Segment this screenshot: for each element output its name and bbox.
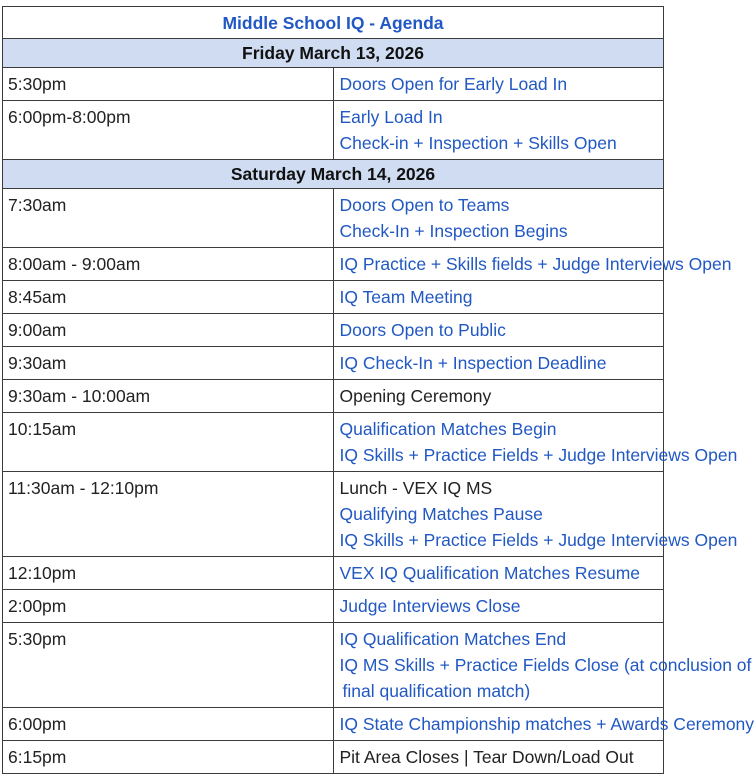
day-heading: Saturday March 14, 2026	[3, 160, 664, 189]
event-cell	[333, 189, 664, 248]
agenda-row	[3, 101, 664, 160]
agenda-row	[3, 557, 664, 590]
agenda-row	[3, 281, 664, 314]
event-line: Check-In + Inspection Begins	[339, 221, 568, 241]
agenda-row	[3, 189, 664, 248]
event-line: Lunch - VEX IQ MS	[339, 478, 493, 498]
time-cell: 5:30pm	[3, 623, 334, 708]
agenda-row	[3, 347, 664, 380]
time-cell: 6:15pm	[3, 741, 334, 774]
time-cell: 10:15am	[3, 413, 334, 472]
event-cell	[333, 248, 732, 281]
time-cell: 6:00pm-8:00pm	[3, 101, 334, 160]
event-cell	[333, 623, 752, 708]
agenda-row	[3, 314, 664, 347]
event-cell	[333, 68, 664, 101]
time-cell: 7:30am	[3, 189, 334, 248]
event-cell	[333, 590, 664, 623]
time-cell: 5:30pm	[3, 68, 334, 101]
event-line: IQ Skills + Practice Fields + Judge Interviews Open	[339, 530, 738, 550]
time-cell: 11:30am - 12:10pm	[3, 472, 334, 557]
event-cell	[333, 314, 664, 347]
event-line: VEX IQ Qualification Matches Resume	[339, 563, 641, 583]
event-line: IQ Practice + Skills fields + Judge Interviews Open	[339, 254, 732, 274]
event-cell	[333, 101, 664, 160]
event-line: IQ Skills + Practice Fields + Judge Interviews Open	[339, 445, 738, 465]
event-line: IQ Check-In + Inspection Deadline	[339, 353, 607, 373]
event-line: Doors Open for Early Load In	[339, 74, 568, 94]
event-line: IQ Qualification Matches End	[339, 629, 567, 649]
event-line: Check-in + Inspection + Skills Open	[339, 133, 617, 153]
event-line: Opening Ceremony	[339, 386, 492, 406]
event-line: IQ State Championship matches + Awards Ceremony	[339, 714, 754, 734]
agenda-row	[3, 68, 664, 101]
agenda-row	[3, 472, 664, 557]
event-line: Doors Open to Teams	[339, 195, 510, 215]
agenda-table	[2, 6, 754, 774]
time-cell: 8:45am	[3, 281, 334, 314]
agenda-row	[3, 590, 664, 623]
event-cell	[333, 708, 754, 741]
agenda-row	[3, 248, 664, 281]
event-cell	[333, 472, 738, 557]
event-line: Judge Interviews Close	[339, 596, 521, 616]
event-line: Early Load In	[339, 107, 443, 127]
agenda-row	[3, 380, 664, 413]
event-line: IQ Team Meeting	[339, 287, 473, 307]
time-cell: 9:30am - 10:00am	[3, 380, 334, 413]
time-cell: 12:10pm	[3, 557, 334, 590]
event-cell	[333, 557, 664, 590]
time-cell: 6:00pm	[3, 708, 334, 741]
event-line: Qualifying Matches Pause	[339, 504, 543, 524]
event-cell	[333, 347, 664, 380]
agenda-row	[3, 708, 664, 741]
day-header-row	[3, 39, 664, 68]
time-cell: 8:00am - 9:00am	[3, 248, 334, 281]
event-line: IQ MS Skills + Practice Fields Close (at conclusion of	[339, 655, 752, 675]
time-cell: 9:00am	[3, 314, 334, 347]
day-heading: Friday March 13, 2026	[3, 39, 664, 68]
agenda-row	[3, 623, 664, 708]
event-cell	[333, 380, 664, 413]
event-line: Qualification Matches Begin	[339, 419, 557, 439]
agenda-body	[3, 7, 754, 774]
day-header-row	[3, 160, 664, 189]
event-line: Doors Open to Public	[339, 320, 506, 340]
event-cell	[333, 281, 664, 314]
time-cell: 2:00pm	[3, 590, 334, 623]
event-cell	[333, 413, 738, 472]
event-line: final qualification match)	[342, 681, 531, 701]
event-cell	[333, 741, 664, 774]
agenda-title: Middle School IQ - Agenda	[3, 7, 664, 39]
time-cell: 9:30am	[3, 347, 334, 380]
agenda-row	[3, 741, 664, 774]
event-line: Pit Area Closes | Tear Down/Load Out	[339, 747, 634, 767]
agenda-row	[3, 413, 664, 472]
title-row	[3, 7, 664, 39]
